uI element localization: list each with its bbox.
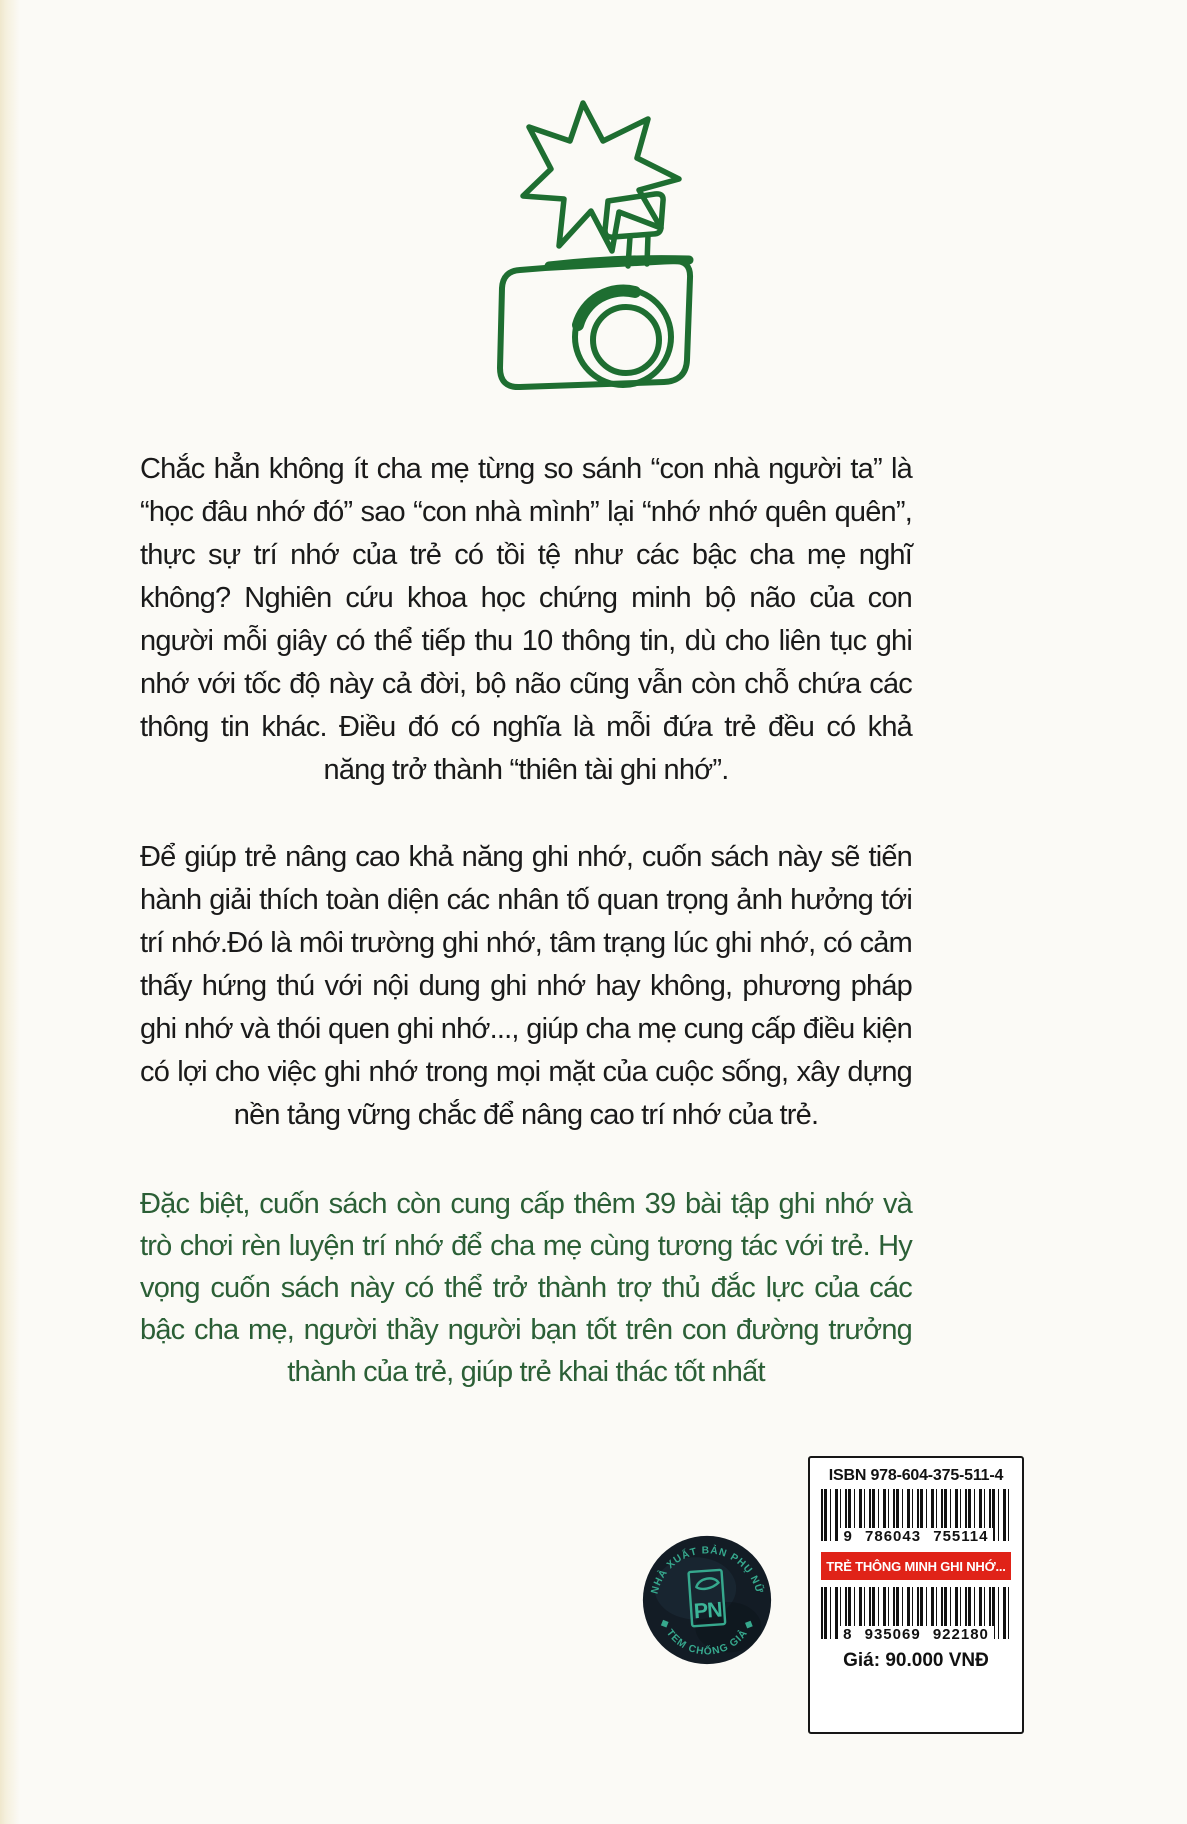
- text-line: “học đâu nhớ đó” sao “con nhà mình” lại “nhớ nhớ quên quên”,: [140, 496, 912, 528]
- highlight-paragraph: [140, 1183, 912, 1393]
- text-line: không? Nghiên cứu khoa học chứng minh bộ não của con: [140, 582, 912, 614]
- lens-inner-icon: [593, 307, 659, 373]
- text-line: trí nhớ.Đó là môi trường ghi nhớ, tâm trạng lúc ghi nhớ, có cảm: [140, 927, 912, 959]
- text-line: người mỗi giây có thể tiếp thu 10 thông tin, dù cho liên tục ghi: [140, 625, 912, 657]
- text-line: thực sự trí nhớ của trẻ có tồi tệ như các bậc cha mẹ nghĩ: [140, 539, 912, 571]
- stamp-arc-top-text: NHÀ XUẤT BẢN PHỤ NỮ: [649, 1545, 765, 1596]
- text-line: Chắc hẳn không ít cha mẹ từng so sánh “con nhà người ta” là: [140, 453, 912, 485]
- isbn-barcode-digits: 9 786043 755114: [839, 1528, 994, 1545]
- price-label: Giá: 90.000 VNĐ: [843, 1650, 989, 1671]
- text-line: thấy hứng thú với nội dung ghi nhớ hay không, phương pháp: [140, 970, 912, 1002]
- camera-icon: [490, 92, 705, 397]
- series-title-band: [821, 1552, 1011, 1580]
- text-line: nhớ với tốc độ này cả đời, bộ não cũng vẫn còn chỗ chứa các: [140, 668, 912, 700]
- book-summary-paragraph: [140, 836, 912, 1137]
- product-barcode-digits: 8 935069 922180: [838, 1626, 994, 1643]
- stamp-icon: [639, 1532, 775, 1668]
- stamp-monogram-text: PN: [693, 1597, 723, 1624]
- camera-illustration: [490, 92, 705, 397]
- isbn-barcode-box: [808, 1456, 1024, 1734]
- text-line: vọng cuốn sách này có thể trở thành trợ thủ đắc lực của các: [140, 1272, 912, 1304]
- text-line: nền tảng vững chắc để nâng cao trí nhớ của trẻ.: [233, 1099, 819, 1131]
- isbn-number: ISBN 978-604-375-511-4: [828, 1467, 1004, 1484]
- text-line: năng trở thành “thiên tài ghi nhớ”.: [323, 754, 729, 786]
- text-line: Đặc biệt, cuốn sách còn cung cấp thêm 39 bài tập ghi nhớ và: [140, 1188, 912, 1220]
- stamp-arc-bottom-text: ◆ TEM CHỐNG GIẢ ◆: [657, 1617, 757, 1658]
- text-line: hành giải thích toàn diện các nhân tố quan trọng ảnh hưởng tới: [140, 884, 912, 916]
- text-line: ghi nhớ và thói quen ghi nhớ..., giúp cha mẹ cung cấp điều kiện: [140, 1013, 912, 1045]
- text-line: trò chơi rèn luyện trí nhớ để cha mẹ cùng tương tác với trẻ. Hy: [140, 1230, 912, 1262]
- text-line: có lợi cho việc ghi nhớ trong mọi mặt của cuộc sống, xây dựng: [140, 1056, 912, 1088]
- flash-burst-icon: [523, 103, 679, 251]
- publisher-hologram-stamp: [639, 1532, 775, 1668]
- text-line: thành của trẻ, giúp trẻ khai thác tốt nhất: [287, 1356, 765, 1388]
- text-line: thông tin khác. Điều đó có nghĩa là mỗi đứa trẻ đều có khả: [140, 711, 912, 743]
- series-title-text: TRẺ THÔNG MINH GHI NHỚ...: [826, 1558, 1006, 1574]
- intro-paragraph: [140, 448, 912, 792]
- text-line: Để giúp trẻ nâng cao khả năng ghi nhớ, cuốn sách này sẽ tiến: [140, 841, 912, 873]
- text-line: bậc cha mẹ, người thầy người bạn tốt trên con đường trưởng: [140, 1314, 912, 1346]
